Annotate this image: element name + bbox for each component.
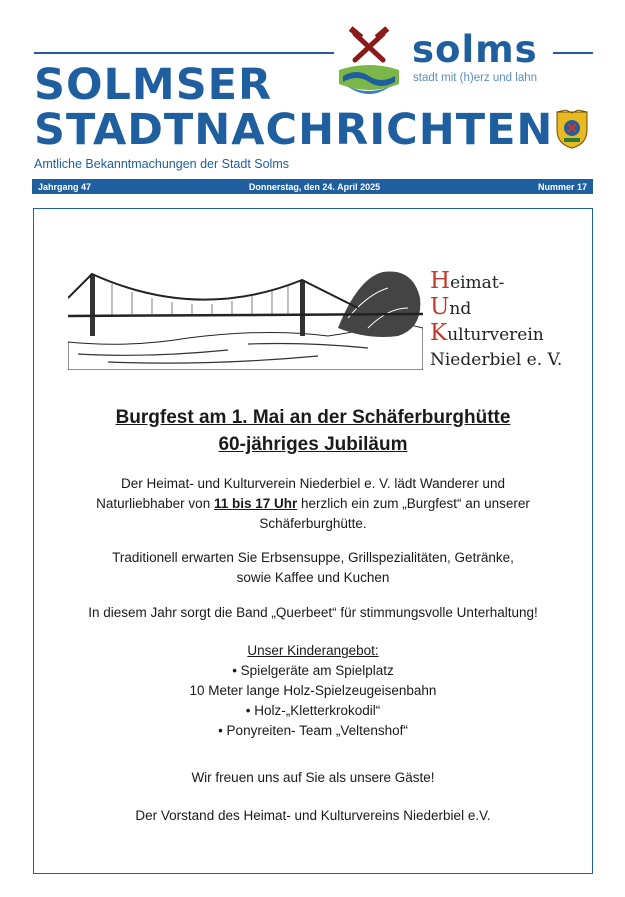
masthead-subtitle: Amtliche Bekanntmachungen der Stadt Solms	[34, 157, 289, 171]
coat-of-arms-icon	[554, 108, 590, 150]
signature-line: Der Vorstand des Heimat- und Kulturvereins Niederbiel e.V.	[135, 808, 491, 823]
paragraph-invitation	[33, 474, 593, 534]
kids-offer	[33, 641, 593, 741]
p1-line3: Schäferburghütte.	[259, 516, 367, 531]
club-logo-line4: Niederbiel e. V.	[430, 350, 563, 370]
p2-line2: sowie Kaffee und Kuchen	[236, 570, 390, 585]
kids-item: • Holz-„Kletterkrokodil“	[245, 703, 381, 718]
club-logo-line2: Und	[430, 294, 472, 320]
issue-volume: Jahrgang 47	[38, 181, 92, 192]
brand-name: solms	[412, 28, 538, 71]
solms-logo-icon	[333, 26, 405, 98]
masthead-line1: SOLMSER	[34, 60, 273, 110]
top-rule-left	[34, 52, 334, 54]
headline-line2: 60-jähriges Jubiläum	[218, 434, 408, 455]
p2-line1: Traditionell erwarten Sie Erbsensuppe, Grillspezialitäten, Getränke,	[112, 550, 514, 565]
bridge-illustration-icon	[68, 258, 423, 370]
paragraph-food	[33, 548, 593, 588]
top-rule-right	[553, 52, 593, 54]
masthead-line2: STADTNACHRICHTEN	[34, 105, 554, 155]
p1-line2: Naturliebhaber von 11 bis 17 Uhr herzlich ein zum „Burgfest“ an unserer	[96, 496, 530, 511]
p1-line1: Der Heimat- und Kulturverein Niederbiel e. V. lädt Wanderer und	[121, 476, 505, 491]
issue-number: Nummer 17	[537, 181, 587, 192]
issue-date: Donnerstag, den 24. April 2025	[248, 181, 381, 192]
issue-info-bar	[32, 179, 593, 194]
club-logo-line1: Heimat-	[430, 268, 505, 294]
closing-line: Wir freuen uns auf Sie als unsere Gäste!	[191, 770, 435, 785]
kids-item: 10 Meter lange Holz-Spielzeugeisenbahn	[189, 683, 437, 698]
paragraph-band: In diesem Jahr sorgt die Band „Querbeet“ für stimmungsvolle Unterhaltung!	[88, 605, 538, 620]
kids-item: • Ponyreiten- Team „Veltenshof“	[218, 723, 408, 738]
kids-heading: Unser Kinderangebot:	[247, 643, 379, 658]
brand-tagline: stadt mit (h)erz und lahn	[413, 72, 538, 84]
headline-line1: Burgfest am 1. Mai an der Schäferburghütte	[115, 407, 511, 428]
club-logo-line3: Kulturverein	[430, 320, 544, 346]
kids-item: • Spielgeräte am Spielplatz	[232, 663, 394, 678]
